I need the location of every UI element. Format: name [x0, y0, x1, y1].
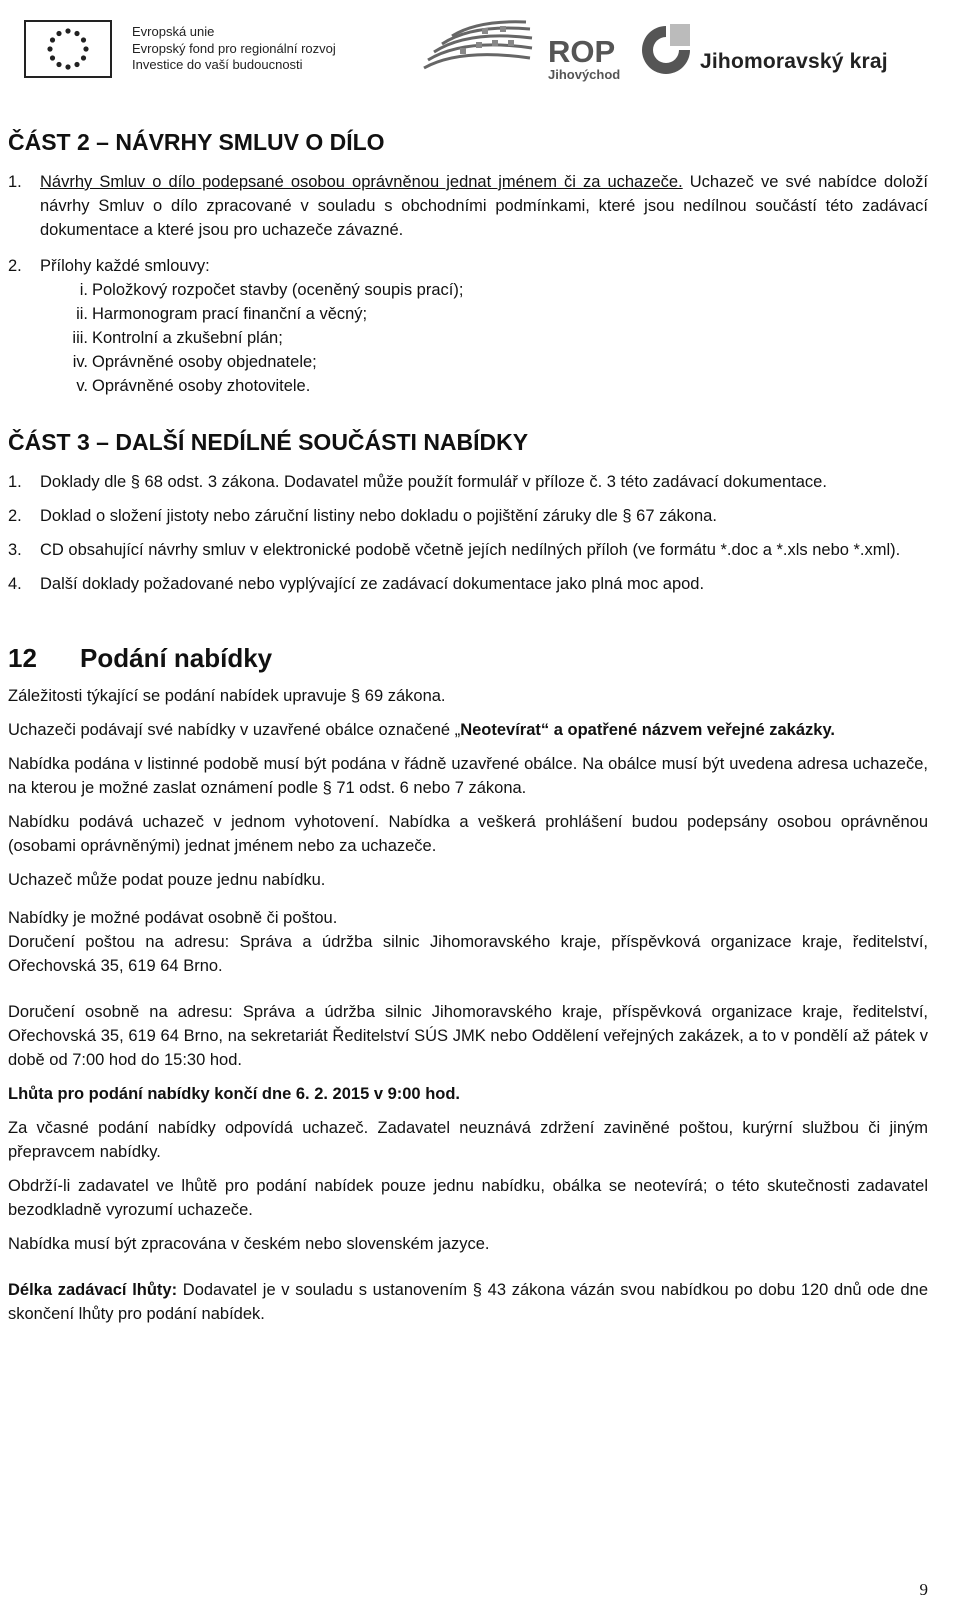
list-number: 2.	[8, 257, 22, 275]
chapter-heading	[8, 642, 928, 674]
eu-stars	[47, 28, 88, 69]
underlined-text: Návrhy Smluv o dílo podepsané osobou oprávněnou jednat jménem či za uchazeče.	[40, 173, 683, 191]
header-logos	[22, 16, 942, 86]
annex-item	[8, 278, 928, 302]
annex-text: Oprávněné osoby zhotovitele.	[92, 377, 311, 395]
item-text: Uchazeč ve své nabídce doloží návrhy Smluv o dílo zpracované v souladu s obchodními podmínkami, které jsou nedílnou součástí této zadávací dokumentace a které jsou pro uchazeče závazné.	[40, 173, 929, 239]
eu-logo-text	[132, 24, 336, 74]
paragraph: Nabídka musí být zpracována v českém nebo slovenském jazyce.	[8, 1235, 490, 1253]
annex-item	[8, 302, 928, 326]
part3-item-1	[8, 470, 928, 494]
list-number: 1.	[8, 473, 22, 491]
rop-waves-logo	[420, 18, 536, 74]
paragraph: Záležitosti týkající se podání nabídek upravuje § 69 zákona.	[8, 687, 446, 705]
roman-number: iii.	[72, 329, 88, 347]
bold-label: Délka zadávací lhůty:	[8, 1281, 178, 1299]
page-number: 9	[919, 1580, 928, 1599]
text-run: Dodavatel je v souladu s ustanovením § 43 zákona vázán svou nabídkou po dobu 120 dnů ode dne skončení lhůty pro podání nabídek.	[8, 1281, 928, 1323]
list-text: Přílohy každé smlouvy:	[40, 257, 210, 275]
document-body	[8, 128, 928, 1326]
paragraph-envelope	[8, 718, 928, 742]
annex-text: Položkový rozpočet stavby (oceněný soupis prací);	[92, 281, 464, 299]
list-number: 2.	[8, 507, 22, 525]
annex-item	[8, 326, 928, 350]
paragraph: Doručení poštou na adresu: Správa a údržba silnic Jihomoravského kraje, příspěvková organizace kraje, ředitelství, Ořechovská 35, 619 64 Brno.	[8, 933, 928, 975]
chapter-title: Podání nabídky	[80, 643, 273, 673]
region-emblem-logo	[640, 20, 692, 76]
list-text: Další doklady požadované nebo vyplývající ze zadávací dokumentace jako plná moc apod.	[40, 575, 705, 593]
list-text: Doklady dle § 68 odst. 3 zákona. Dodavatel může použít formulář v příloze č. 3 této zadávací dokumentace.	[40, 473, 827, 491]
paragraph: Uchazeč může podat pouze jednu nabídku.	[8, 871, 326, 889]
part3-item-2	[8, 504, 928, 528]
list-text: Doklad o složení jistoty nebo záruční listiny nebo dokladu o pojištění záruky dle § 67 zákona.	[40, 507, 717, 525]
list-number: 3.	[8, 541, 22, 559]
rop-logo-sub: Jihovýchod	[548, 67, 621, 82]
roman-number: iv.	[72, 353, 88, 371]
list-text: CD obsahující návrhy smluv v elektronické podobě včetně jejích nedílných příloh (ve formátu *.doc a *.xls nebo *.xml).	[40, 541, 901, 559]
list-text	[40, 170, 928, 242]
eu-line: Evropský fond pro regionální rozvoj	[132, 40, 336, 56]
annex-text: Harmonogram prací finanční a věcný;	[92, 305, 368, 323]
part3-heading: ČÁST 3 – DALŠÍ NEDÍLNÉ SOUČÁSTI NABÍDKY	[8, 429, 529, 455]
text-run: Uchazeči podávají své nabídky v uzavřené obálce označené „	[8, 721, 461, 739]
paragraph: Za včasné podání nabídky odpovídá uchazeč. Zadavatel neuznává zdržení zaviněné poštou, kurýrní službou či jiným přepravcem nabídky.	[8, 1119, 928, 1161]
annex-list	[8, 278, 928, 398]
bold-text: Neotevírat	[460, 721, 541, 739]
region-name: Jihomoravský kraj	[700, 50, 888, 73]
eu-line: Investice do vaší budoucnosti	[132, 57, 303, 72]
roman-number: i.	[79, 281, 88, 299]
chapter-number: 12	[8, 643, 37, 673]
paragraph: Nabídky je možné podávat osobně či poštou.	[8, 909, 338, 927]
paragraph: Obdrží-li zadavatel ve lhůtě pro podání nabídek pouze jednu nabídku, obálka se neotevírá; o této skutečnosti zadavatel bezodkladně vyrozumí uchazeče.	[8, 1177, 928, 1219]
part3-item-4	[8, 572, 928, 596]
part3-item-3	[8, 538, 928, 562]
roman-number: v.	[76, 377, 88, 395]
paragraph: Nabídka podána v listinné podobě musí být podána v řádně uzavřené obálce. Na obálce musí být uvedena adresa uchazeče, na kterou je možné zaslat oznámení podle § 71 odst. 6 nebo 7 zákona.	[8, 755, 928, 797]
paragraph-validity	[8, 1278, 928, 1326]
annex-text: Oprávněné osoby objednatele;	[92, 353, 317, 371]
paragraph: Nabídku podává uchazeč v jednom vyhotovení. Nabídka a veškerá prohlášení budou podepsány osobou oprávněnou (osobami oprávněnými) jednat jménem nebo za uchazeče.	[8, 813, 928, 855]
eu-line: Evropská unie	[132, 24, 215, 39]
roman-number: ii.	[76, 305, 88, 323]
annex-item	[8, 350, 928, 374]
paragraph: Doručení osobně na adresu: Správa a údržba silnic Jihomoravského kraje, příspěvková organizace kraje, ředitelství, Ořechovská 35, 619 64 Brno, na sekretariát Ředitelství SÚS JMK nebo Oddělení veřejných zakázek, a to v pondělí až pátek v době od 7:00 hod do 15:30 hod.	[8, 1003, 928, 1069]
annex-item	[8, 374, 928, 398]
list-number: 4.	[8, 575, 22, 593]
deadline-text: Lhůta pro podání nabídky končí dne 6. 2. 2015 v 9:00 hod.	[8, 1085, 461, 1103]
list-number: 1.	[8, 173, 22, 191]
rop-logo-word: ROP	[548, 34, 616, 69]
bold-text: “ a opatřené názvem veřejné zakázky.	[540, 721, 835, 739]
annex-text: Kontrolní a zkušební plán;	[92, 329, 283, 347]
part2-item-1	[8, 170, 928, 242]
eu-flag-logo	[24, 20, 112, 78]
part2-heading: ČÁST 2 – NÁVRHY SMLUV O DÍLO	[8, 129, 385, 155]
part2-item-2	[8, 254, 928, 278]
